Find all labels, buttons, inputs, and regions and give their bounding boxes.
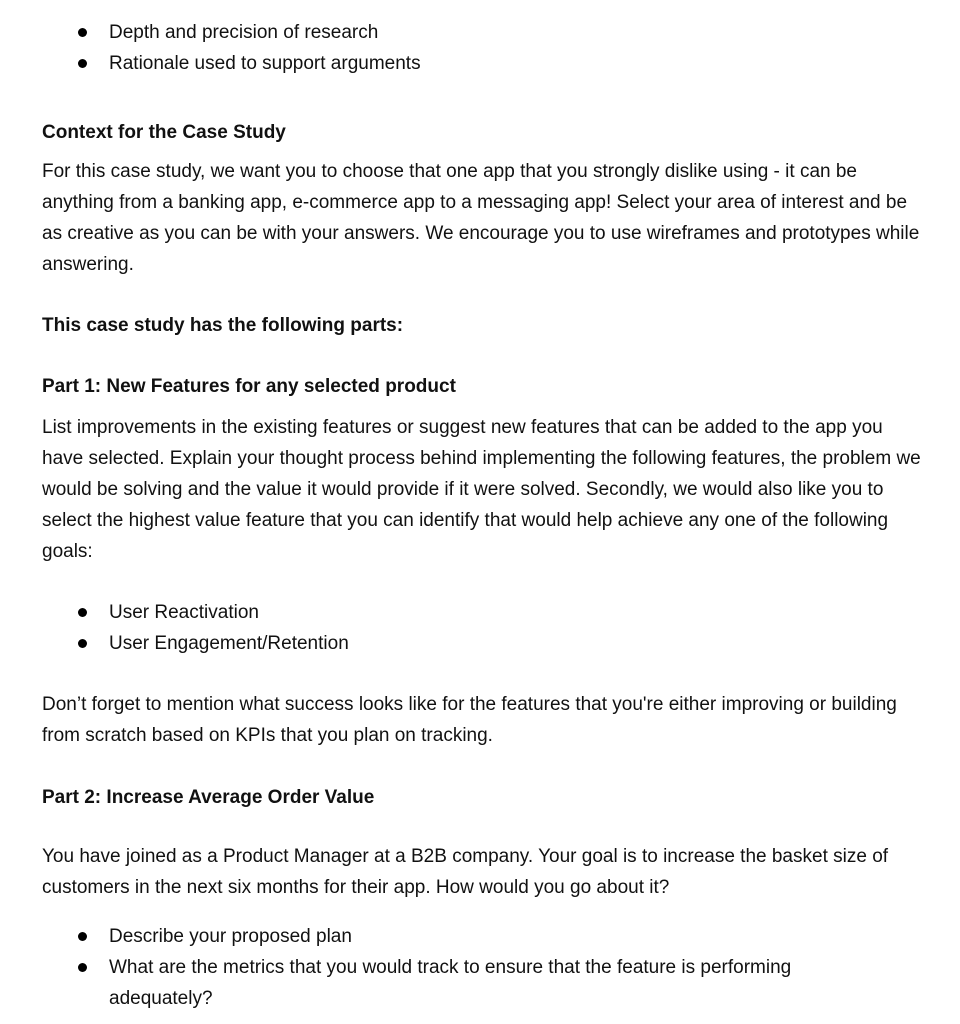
part2-bullets-list — [0, 921, 900, 1014]
context-heading: Context for the Case Study — [42, 122, 286, 143]
context-paragraph: For this case study, we want you to choose that one app that you strongly dislike using - it can be anything from a banking app, e-commerce app to a messaging app! Select your area of interest and be as creative as you can be with your answers. We encourage you to use wireframes and prototypes while answering. — [42, 161, 920, 275]
part1-closing-paragraph: Don’t forget to mention what success looks like for the features that you're either improving or building from scratch based on KPIs that you plan on tracking. — [42, 694, 897, 746]
part1-goals-list — [0, 597, 900, 659]
list-item: User Engagement/Retention — [0, 628, 869, 659]
list-item: Describe your proposed plan — [0, 921, 869, 952]
part2-paragraph: You have joined as a Product Manager at a B2B company. Your goal is to increase the basket size of customers in the next six months for their app. How would you go about it? — [42, 846, 889, 898]
part1-heading: Part 1: New Features for any selected product — [42, 376, 456, 397]
part2-heading: Part 2: Increase Average Order Value — [42, 787, 375, 808]
parts-intro-heading: This case study has the following parts: — [42, 315, 404, 336]
list-item: Depth and precision of research — [0, 17, 869, 48]
part1-paragraph: List improvements in the existing features or suggest new features that can be added to the app you have selected. Explain your thought process behind implementing the following features, the problem we would be solving and the value it would provide if it were solved. Secondly, we would also like you to select the highest value feature that you can identify that would help achieve any one of the following goals: — [42, 417, 921, 562]
list-item: Rationale used to support arguments — [0, 48, 869, 79]
evaluation-criteria-list — [0, 17, 900, 79]
list-item: What are the metrics that you would track to ensure that the feature is performing adequately? — [0, 952, 869, 1014]
list-item: User Reactivation — [0, 597, 869, 628]
